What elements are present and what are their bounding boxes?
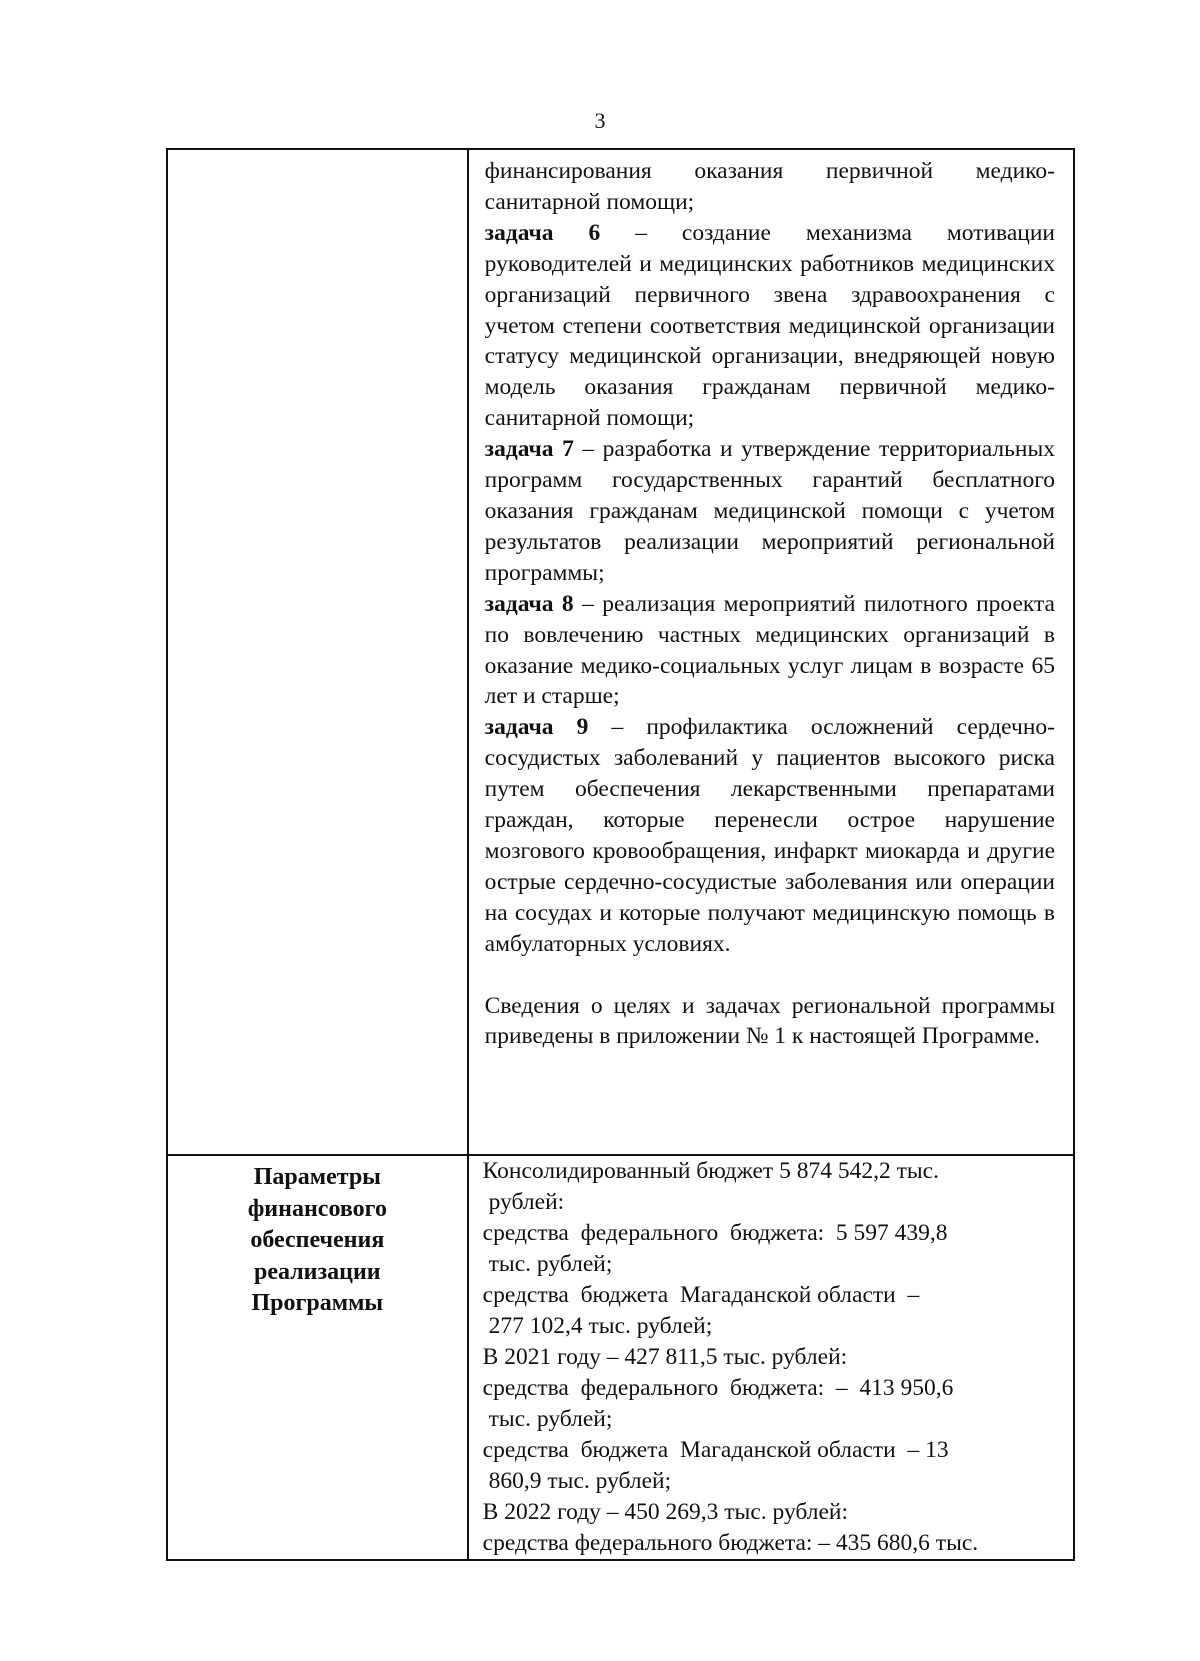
task-paragraph: финансирования оказания первичной медико-санитарной помощи; — [484, 158, 1055, 215]
financing-line: В 2022 году – 450 269,3 тыс. рублей: — [482, 1499, 849, 1525]
financing-line: 277 102,4 тыс. рублей; — [488, 1313, 713, 1339]
info-paragraph: Сведения о целях и задачах региональной программы приведены в приложении № 1 к настоящей Программе. — [484, 992, 1055, 1050]
task-paragraph: задача 6 – создание механизма мотивации руководителей и медицинских работников медицинских организаций первичного звена здравоохранения с учетом степени соответствия медицинской организации статусу медицинской организации, внедряющей новую модель оказания гражданам первичной медико-санитарной помощи; — [484, 219, 1055, 432]
financing-line: средства бюджета Магаданской области – 13 — [482, 1437, 949, 1463]
task-paragraph: задача 7 – разработка и утверждение территориальных программ государственных гарантий бесплатного оказания гражданам медицинской помощи с учетом результатов реализации мероприятий региональной программы; — [484, 436, 1055, 586]
table-row-tasks — [167, 149, 1074, 1155]
passport-table — [166, 148, 1075, 1561]
financing-line: В 2021 году – 427 811,5 тыс. рублей: — [482, 1344, 848, 1370]
financing-line: 860,9 тыс. рублей; — [488, 1468, 672, 1494]
financing-lines — [483, 1156, 1053, 1559]
financing-cell — [468, 1155, 1074, 1560]
task-label: задача 6 — [484, 219, 601, 246]
tasks-cell — [468, 149, 1074, 1155]
financing-line: средства бюджета Магаданской области – — [482, 1282, 920, 1308]
task-label: задача 8 — [484, 590, 574, 617]
task-paragraph: задача 9 – профилактика осложнений сердечно-сосудистых заболеваний у пациентов высокого риска путем обеспечения лекарственными препаратами граждан, которые перенесли острое нарушение мозгового кровообращения, инфаркт миокарда и другие острые сердечно-сосудистые заболевания или операции на сосудах и которые получают медицинскую помощь в амбулаторных условиях. — [484, 714, 1055, 957]
financing-line: рублей: — [488, 1189, 565, 1215]
financing-line: средства федерального бюджета: – 413 950,6 — [482, 1375, 954, 1401]
financing-line: тыс. рублей; — [488, 1406, 613, 1432]
page-number: 3 — [594, 108, 606, 133]
financing-line: Консолидированный бюджет 5 874 542,2 тыс. — [482, 1158, 939, 1184]
task-label: задача 9 — [484, 714, 589, 741]
financing-line: средства федерального бюджета: – 435 680,6 тыс. — [482, 1530, 979, 1556]
table-row-financing — [167, 1155, 1074, 1560]
task-paragraph: задача 8 – реализация мероприятий пилотного проекта по вовлечению частных медицинских организаций в оказание медико-социальных услуг лицам в возрасте 65 лет и старше; — [484, 590, 1055, 710]
task-label: задача 7 — [484, 436, 574, 463]
financing-line: тыс. рублей; — [488, 1251, 613, 1277]
empty-label-cell — [167, 149, 468, 1155]
financing-line: средства федерального бюджета: 5 597 439,8 — [482, 1220, 948, 1246]
financing-heading: Параметры финансового обеспечения реализации Программы — [167, 1155, 468, 1560]
